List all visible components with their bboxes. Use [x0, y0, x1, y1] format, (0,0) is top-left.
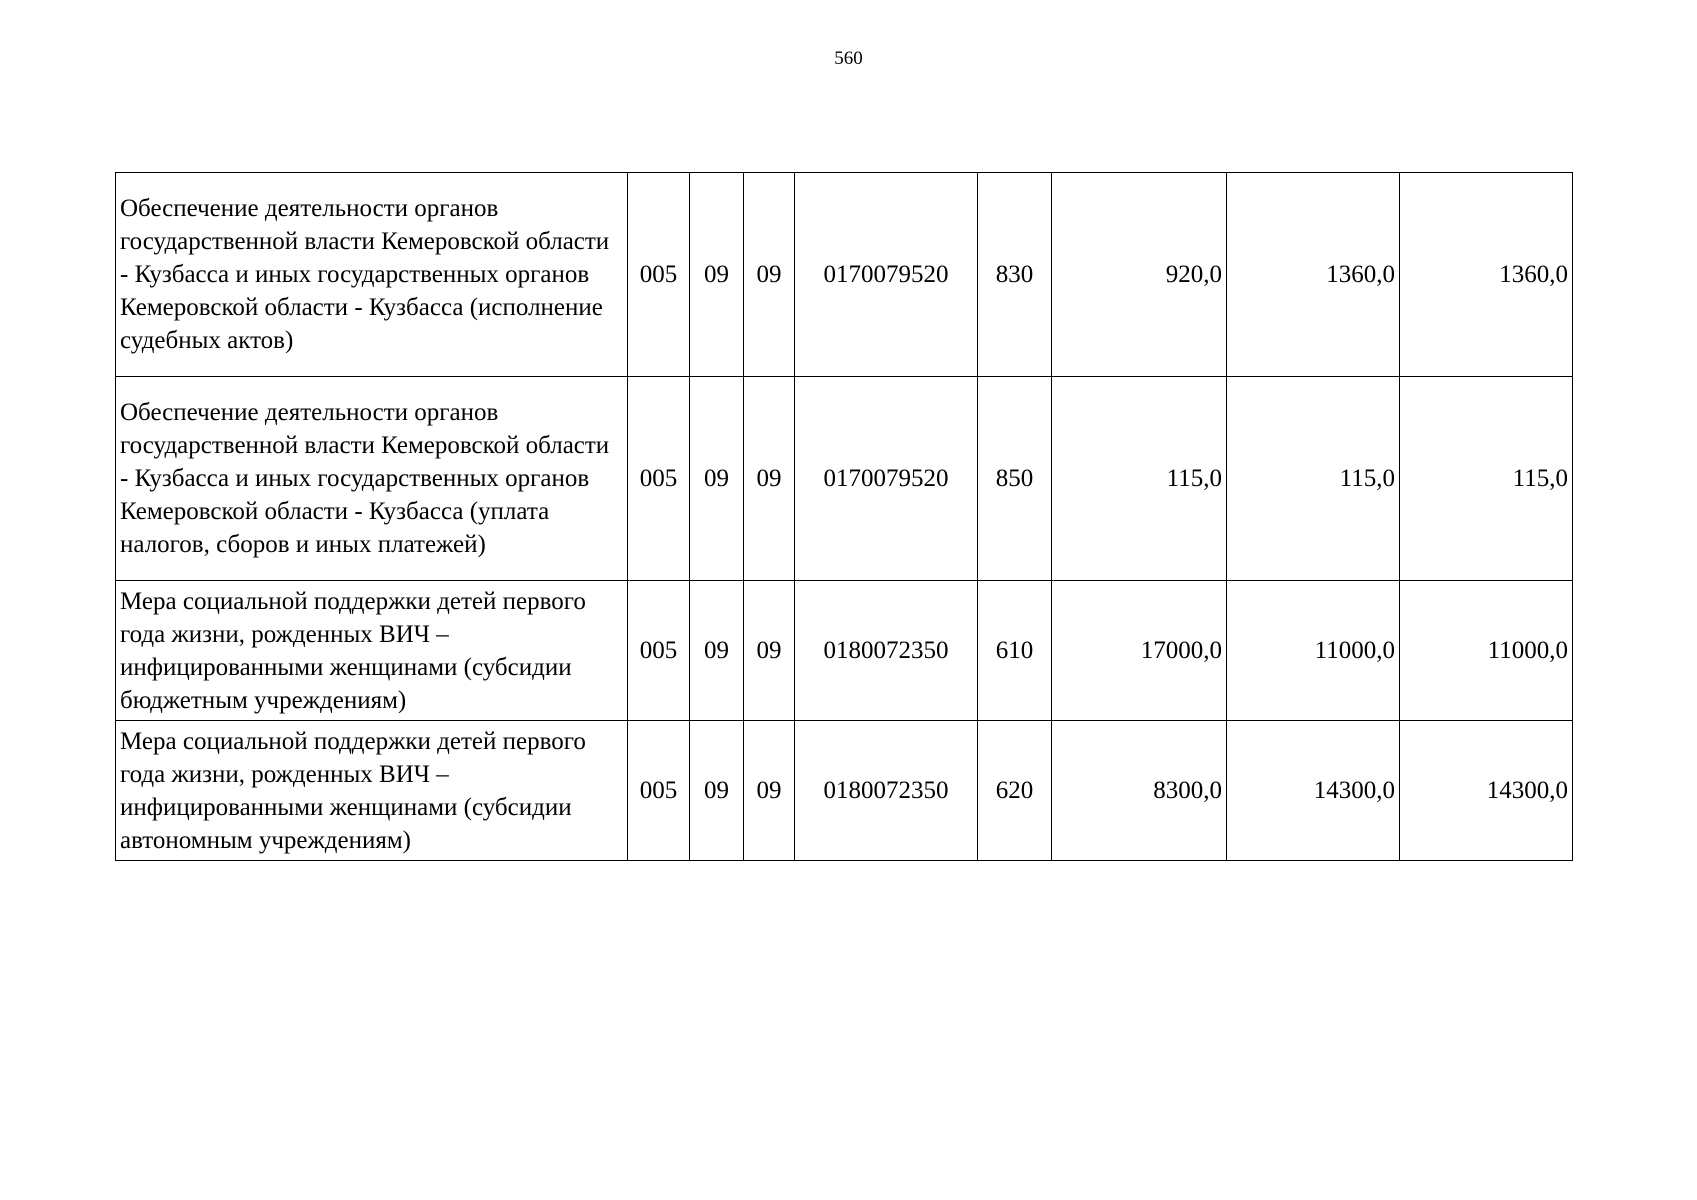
amount-year-1: 8300,0: [1052, 721, 1227, 861]
table-row: [116, 721, 1573, 861]
table-row: [116, 377, 1573, 581]
table-row: [116, 173, 1573, 377]
subsection-code: 09: [744, 173, 795, 377]
amount-year-3: 14300,0: [1400, 721, 1573, 861]
expense-type-code: 610: [978, 581, 1052, 721]
amount-year-2: 14300,0: [1227, 721, 1400, 861]
amount-year-2: 11000,0: [1227, 581, 1400, 721]
budget-table: [115, 172, 1573, 861]
row-description: Обеспечение деятельности органов государственной власти Кемеровской области - Кузбасса и иных государственных органов Кемеровской области - Кузбасса (уплата налогов, сборов и иных платежей): [116, 377, 628, 581]
amount-year-1: 115,0: [1052, 377, 1227, 581]
target-article-code: 0180072350: [795, 721, 978, 861]
section-code: 09: [690, 581, 744, 721]
target-article-code: 0180072350: [795, 581, 978, 721]
row-description: Мера социальной поддержки детей первого года жизни, рожденных ВИЧ – инфицированными женщинами (субсидии автономным учреждениям): [116, 721, 628, 861]
amount-year-1: 920,0: [1052, 173, 1227, 377]
amount-year-3: 115,0: [1400, 377, 1573, 581]
subsection-code: 09: [744, 721, 795, 861]
row-description: Мера социальной поддержки детей первого года жизни, рожденных ВИЧ – инфицированными женщинами (субсидии бюджетным учреждениям): [116, 581, 628, 721]
amount-year-3: 11000,0: [1400, 581, 1573, 721]
target-article-code: 0170079520: [795, 377, 978, 581]
amount-year-1: 17000,0: [1052, 581, 1227, 721]
ministry-code: 005: [628, 173, 690, 377]
row-description: Обеспечение деятельности органов государственной власти Кемеровской области - Кузбасса и иных государственных органов Кемеровской области - Кузбасса (исполнение судебных актов): [116, 173, 628, 377]
amount-year-3: 1360,0: [1400, 173, 1573, 377]
section-code: 09: [690, 173, 744, 377]
expense-type-code: 830: [978, 173, 1052, 377]
section-code: 09: [690, 377, 744, 581]
table-row: [116, 581, 1573, 721]
section-code: 09: [690, 721, 744, 861]
expense-type-code: 850: [978, 377, 1052, 581]
ministry-code: 005: [628, 721, 690, 861]
subsection-code: 09: [744, 581, 795, 721]
amount-year-2: 115,0: [1227, 377, 1400, 581]
subsection-code: 09: [744, 377, 795, 581]
expense-type-code: 620: [978, 721, 1052, 861]
ministry-code: 005: [628, 377, 690, 581]
page-number: 560: [834, 48, 863, 69]
target-article-code: 0170079520: [795, 173, 978, 377]
amount-year-2: 1360,0: [1227, 173, 1400, 377]
ministry-code: 005: [628, 581, 690, 721]
